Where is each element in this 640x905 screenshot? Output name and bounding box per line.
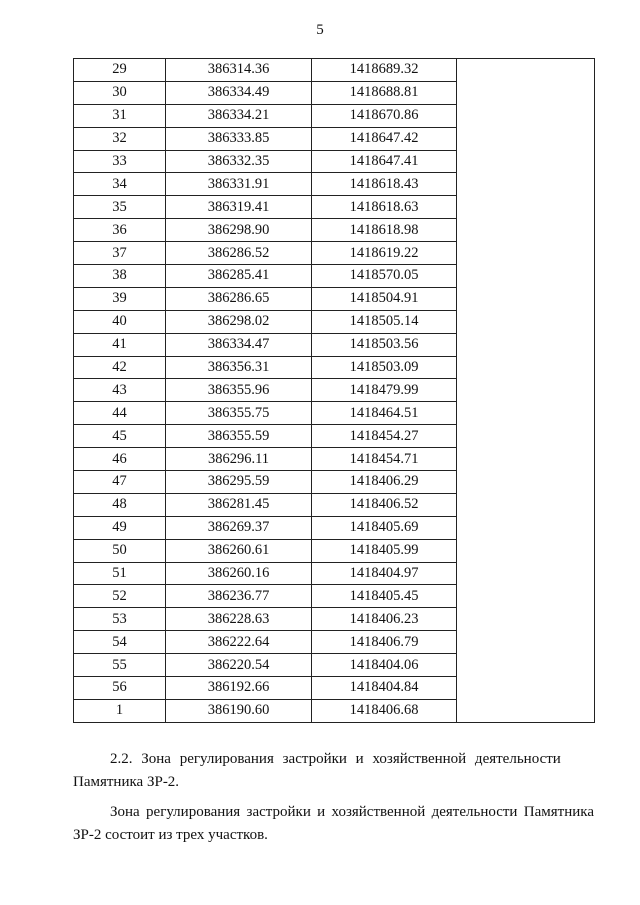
point-number-cell: 30 — [74, 81, 166, 104]
x-coordinate-cell: 386331.91 — [166, 173, 312, 196]
y-coordinate-cell: 1418454.27 — [312, 425, 457, 448]
y-coordinate-cell: 1418406.23 — [312, 608, 457, 631]
point-number-cell: 45 — [74, 425, 166, 448]
x-coordinate-cell: 386260.61 — [166, 539, 312, 562]
x-coordinate-cell: 386222.64 — [166, 631, 312, 654]
y-coordinate-cell: 1418505.14 — [312, 310, 457, 333]
coordinates-table — [73, 58, 595, 723]
point-number-cell: 43 — [74, 379, 166, 402]
y-coordinate-cell: 1418405.99 — [312, 539, 457, 562]
x-coordinate-cell: 386355.59 — [166, 425, 312, 448]
point-number-cell: 35 — [74, 196, 166, 219]
point-number-cell: 41 — [74, 333, 166, 356]
point-number-cell: 47 — [74, 471, 166, 494]
point-number-cell: 51 — [74, 562, 166, 585]
point-number-cell: 52 — [74, 585, 166, 608]
point-number-cell: 34 — [74, 173, 166, 196]
section-heading — [73, 748, 594, 794]
point-number-cell: 50 — [74, 539, 166, 562]
y-coordinate-cell: 1418570.05 — [312, 265, 457, 288]
point-number-cell: 55 — [74, 654, 166, 677]
coordinates-table-body — [74, 59, 595, 723]
y-coordinate-cell: 1418688.81 — [312, 81, 457, 104]
point-number-cell: 54 — [74, 631, 166, 654]
x-coordinate-cell: 386285.41 — [166, 265, 312, 288]
x-coordinate-cell: 386333.85 — [166, 127, 312, 150]
y-coordinate-cell: 1418619.22 — [312, 242, 457, 265]
x-coordinate-cell: 386314.36 — [166, 59, 312, 82]
point-number-cell: 53 — [74, 608, 166, 631]
page-number: 5 — [316, 22, 324, 38]
x-coordinate-cell: 386334.21 — [166, 104, 312, 127]
y-coordinate-cell: 1418406.68 — [312, 699, 457, 722]
x-coordinate-cell: 386334.49 — [166, 81, 312, 104]
point-number-cell: 48 — [74, 493, 166, 516]
point-number-cell: 33 — [74, 150, 166, 173]
x-coordinate-cell: 386228.63 — [166, 608, 312, 631]
point-number-cell: 37 — [74, 242, 166, 265]
x-coordinate-cell: 386319.41 — [166, 196, 312, 219]
point-number-cell: 56 — [74, 677, 166, 700]
x-coordinate-cell: 386298.90 — [166, 219, 312, 242]
y-coordinate-cell: 1418479.99 — [312, 379, 457, 402]
y-coordinate-cell: 1418405.45 — [312, 585, 457, 608]
x-coordinate-cell: 386220.54 — [166, 654, 312, 677]
table-row — [74, 59, 595, 82]
y-coordinate-cell: 1418670.86 — [312, 104, 457, 127]
y-coordinate-cell: 1418504.91 — [312, 287, 457, 310]
y-coordinate-cell: 1418647.42 — [312, 127, 457, 150]
y-coordinate-cell: 1418618.98 — [312, 219, 457, 242]
point-number-cell: 39 — [74, 287, 166, 310]
y-coordinate-cell: 1418404.06 — [312, 654, 457, 677]
y-coordinate-cell: 1418618.43 — [312, 173, 457, 196]
x-coordinate-cell: 386236.77 — [166, 585, 312, 608]
y-coordinate-cell: 1418689.32 — [312, 59, 457, 82]
point-number-cell: 40 — [74, 310, 166, 333]
point-number-cell: 32 — [74, 127, 166, 150]
point-number-cell: 46 — [74, 448, 166, 471]
x-coordinate-cell: 386269.37 — [166, 516, 312, 539]
y-coordinate-cell: 1418404.97 — [312, 562, 457, 585]
point-number-cell: 38 — [74, 265, 166, 288]
body-paragraph: Зона регулирования застройки и хозяйственной деятельности Памятника ЗР-2 состоит из трех участков. — [73, 804, 594, 843]
x-coordinate-cell: 386355.96 — [166, 379, 312, 402]
point-number-cell: 36 — [74, 219, 166, 242]
x-coordinate-cell: 386296.11 — [166, 448, 312, 471]
y-coordinate-cell: 1418503.56 — [312, 333, 457, 356]
point-number-cell: 29 — [74, 59, 166, 82]
x-coordinate-cell: 386260.16 — [166, 562, 312, 585]
x-coordinate-cell: 386190.60 — [166, 699, 312, 722]
section-heading-line1: 2.2. Зона регулирования застройки и хозяйственной деятельности — [110, 751, 561, 767]
point-number-cell: 42 — [74, 356, 166, 379]
y-coordinate-cell: 1418618.63 — [312, 196, 457, 219]
point-number-cell: 31 — [74, 104, 166, 127]
y-coordinate-cell: 1418647.41 — [312, 150, 457, 173]
x-coordinate-cell: 386281.45 — [166, 493, 312, 516]
y-coordinate-cell: 1418406.29 — [312, 471, 457, 494]
x-coordinate-cell: 386298.02 — [166, 310, 312, 333]
point-number-cell: 49 — [74, 516, 166, 539]
x-coordinate-cell: 386332.35 — [166, 150, 312, 173]
section-heading-line2: Памятника ЗР-2. — [73, 774, 180, 790]
x-coordinate-cell: 386192.66 — [166, 677, 312, 700]
point-number-cell: 1 — [74, 699, 166, 722]
x-coordinate-cell: 386355.75 — [166, 402, 312, 425]
point-number-cell: 44 — [74, 402, 166, 425]
x-coordinate-cell: 386286.52 — [166, 242, 312, 265]
x-coordinate-cell: 386334.47 — [166, 333, 312, 356]
y-coordinate-cell: 1418503.09 — [312, 356, 457, 379]
x-coordinate-cell: 386286.65 — [166, 287, 312, 310]
notes-cell — [457, 59, 595, 723]
y-coordinate-cell: 1418406.52 — [312, 493, 457, 516]
y-coordinate-cell: 1418454.71 — [312, 448, 457, 471]
y-coordinate-cell: 1418406.79 — [312, 631, 457, 654]
x-coordinate-cell: 386356.31 — [166, 356, 312, 379]
y-coordinate-cell: 1418405.69 — [312, 516, 457, 539]
y-coordinate-cell: 1418404.84 — [312, 677, 457, 700]
x-coordinate-cell: 386295.59 — [166, 471, 312, 494]
y-coordinate-cell: 1418464.51 — [312, 402, 457, 425]
